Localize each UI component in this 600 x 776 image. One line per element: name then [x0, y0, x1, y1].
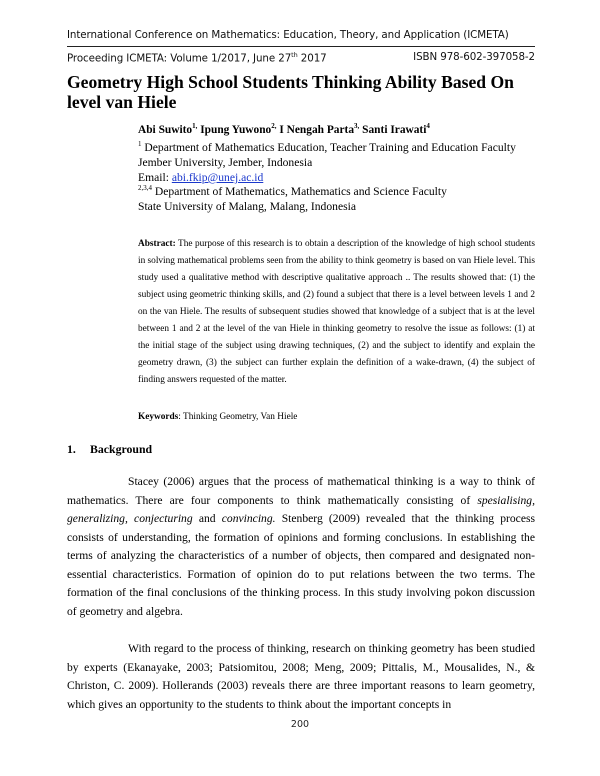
abstract-text: The purpose of this research is to obtain a description of the knowledge of high school students in solving mathematical problems seen from the ability to think geometry is based on van Hiele level. This study used a qualitative method with descriptive qualitative approach .. The results showed that: (1) the subject using geometric thinking skills, and (2) found a subject that there is a level between levels 1 and 2 on the van Hiele. The results of subsequent studies showed that knowledge of a subject that is at the level between 1 and 2 at the level of the van Hiele in thinking geometry to resolve the issue as follows: (1) at the initial stage of the subject using drawing techniques, (2) and the subject to identify and explain the geometry drawn, (3) the subject can further explain the definition of a wake-drawn, (4) the subject of finding answers requested of the matter.: [138, 239, 535, 385]
paragraph-text: and: [192, 512, 222, 525]
proceeding-text: Proceeding ICMETA: Volume 1/2017, June 27: [67, 52, 292, 65]
conference-header: International Conference on Mathematics: Education, Theory, and Application (ICMETA): [67, 29, 509, 41]
abstract: [138, 236, 535, 389]
affiliation-line: State University of Malang, Malang, Indonesia: [138, 199, 356, 213]
author-sup: 2,: [271, 122, 277, 130]
isbn: ISBN 978-602-397058-2: [413, 51, 535, 63]
proceeding-header: [67, 51, 535, 64]
author-name: I Nengah Parta: [279, 123, 355, 136]
author-sup: 1,: [192, 122, 198, 130]
affiliation-line: Department of Mathematics Education, Teacher Training and Education Faculty: [144, 140, 516, 154]
keywords: [138, 412, 297, 422]
affiliation-line: Jember University, Jember, Indonesia: [138, 155, 313, 169]
italic-term: convincing.: [221, 512, 276, 525]
paragraph-2: [67, 640, 535, 714]
paragraph-1: [67, 473, 535, 621]
paragraph-text: Stacey (2006) argues that the process of mathematical thinking is a way to think of mathematics. There are four components to think mathematically consisting of: [67, 475, 535, 507]
keywords-label: Keywords: [138, 412, 179, 422]
page-number: 200: [290, 719, 310, 730]
keywords-text: : Thinking Geometry, Van Hiele: [178, 412, 298, 422]
proceeding-sup: th: [291, 51, 298, 59]
paragraph-text: Stenberg (2009) revealed that the thinking process consists of understanding, the formation of opinions and forming conclusions. In establishing the terms of analyzing the characteristics of a number of objects, then compared and designated non-essential characteristics. Formation of opinion do to put relations between the two terms. The formation of the final conclusions of the thinking process. In this study involving pokon discussion of geometry and algebra.: [67, 512, 535, 618]
paragraph-text: With regard to the process of thinking, research on thinking geometry has been studied by experts (Ekanayake, 2003; Patsiomitou, 2008; Meng, 2009; Pittalis, M., Mousalides, N., & Christon, C. 2009). Hollerands (2003) reveals there are three important reasons to learn geometry, which gives an opportunity to the students to think about the important concepts in: [67, 642, 535, 711]
italic-terms: spesialising, generalizing, conjecturing: [67, 493, 535, 525]
affiliation-line: Department of Mathematics, Mathematics and Science Faculty: [154, 184, 447, 198]
email-label: Email:: [138, 170, 172, 184]
section-heading: [67, 442, 152, 457]
section-number: 1.: [67, 442, 76, 456]
affiliation-sup: 1: [138, 140, 142, 148]
section-title: Background: [90, 442, 153, 456]
author-name: Ipung Yuwono: [200, 123, 272, 136]
email-link[interactable]: abi.fkip@unej.ac.id: [171, 170, 264, 184]
author-sup: 4: [426, 122, 430, 130]
proceeding-year: 2017: [297, 52, 327, 65]
author-list: [138, 122, 430, 136]
affiliation-1: [138, 137, 538, 185]
author-name: Santi Irawati: [362, 123, 427, 136]
author-name: Abi Suwito: [138, 123, 193, 136]
header-rule: [67, 46, 535, 47]
abstract-label: Abstract:: [138, 239, 176, 249]
author-sup: 3,: [354, 122, 360, 130]
paper-title: Geometry High School Students Thinking Ability Based On level van Hiele: [67, 72, 514, 112]
affiliation-2: [138, 181, 538, 214]
affiliation-sup: 2,3,4: [138, 184, 152, 192]
